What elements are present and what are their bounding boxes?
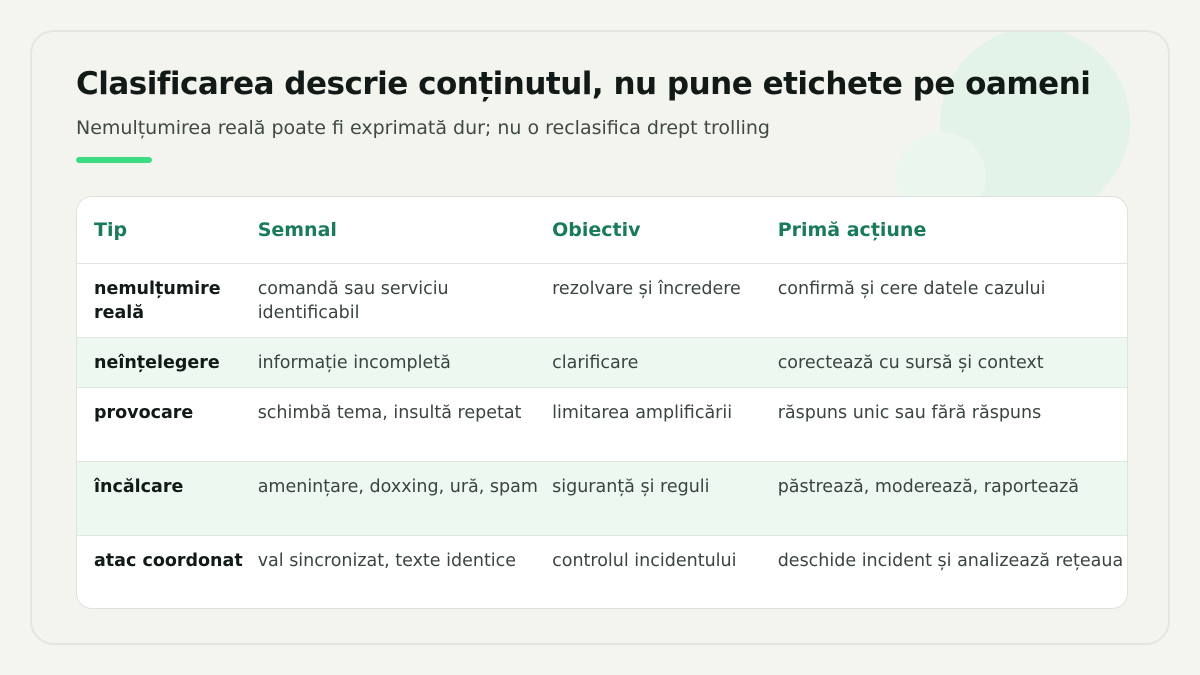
row-action-cell: deschide incident și analizează rețeaua (777, 551, 1124, 571)
accent-underline (76, 157, 152, 163)
row-signal-cell: informație incompletă (257, 353, 451, 373)
classification-table (76, 196, 1128, 609)
table-row (77, 535, 1127, 609)
column-header-tip: Tip (94, 219, 128, 241)
column-header-obiectiv: Obiectiv (552, 219, 641, 241)
table-row (77, 461, 1127, 535)
row-action-cell: corectează cu sursă și context (777, 353, 1044, 373)
slide-card (30, 30, 1170, 645)
row-action-cell: păstrează, moderează, raportează (777, 477, 1079, 497)
table-row (77, 387, 1127, 461)
row-objective-cell: limitarea amplificării (552, 403, 733, 423)
row-signal-cell: comandă sau serviciu identificabil (257, 279, 449, 323)
row-objective-cell: clarificare (552, 353, 639, 373)
page-subtitle: Nemulțumirea reală poate fi exprimată dur; nu o reclasifica drept trolling (76, 117, 770, 139)
row-type-cell: neînțelegere (94, 353, 220, 373)
row-signal-cell: amenințare, doxxing, ură, spam (257, 477, 538, 497)
row-type-cell: nemulțumire reală (94, 279, 221, 323)
table-row (77, 263, 1127, 337)
row-objective-cell: rezolvare și încredere (552, 279, 741, 299)
row-signal-cell: val sincronizat, texte identice (257, 551, 517, 571)
column-header-semnal: Semnal (257, 219, 337, 241)
page-title: Clasificarea descrie conținutul, nu pune etichete pe oameni (76, 66, 1091, 102)
row-signal-cell: schimbă tema, insultă repetat (257, 403, 522, 423)
row-action-cell: răspuns unic sau fără răspuns (777, 403, 1042, 423)
column-header-prima-actiune: Primă acțiune (777, 219, 927, 241)
table-header-row (77, 197, 1127, 263)
table-row (77, 337, 1127, 387)
row-type-cell: încălcare (94, 477, 184, 497)
row-type-cell: provocare (94, 403, 194, 423)
row-type-cell: atac coordonat (94, 551, 243, 571)
row-objective-cell: siguranță și reguli (552, 477, 710, 497)
row-objective-cell: controlul incidentului (552, 551, 737, 571)
row-action-cell: confirmă și cere datele cazului (777, 279, 1046, 299)
